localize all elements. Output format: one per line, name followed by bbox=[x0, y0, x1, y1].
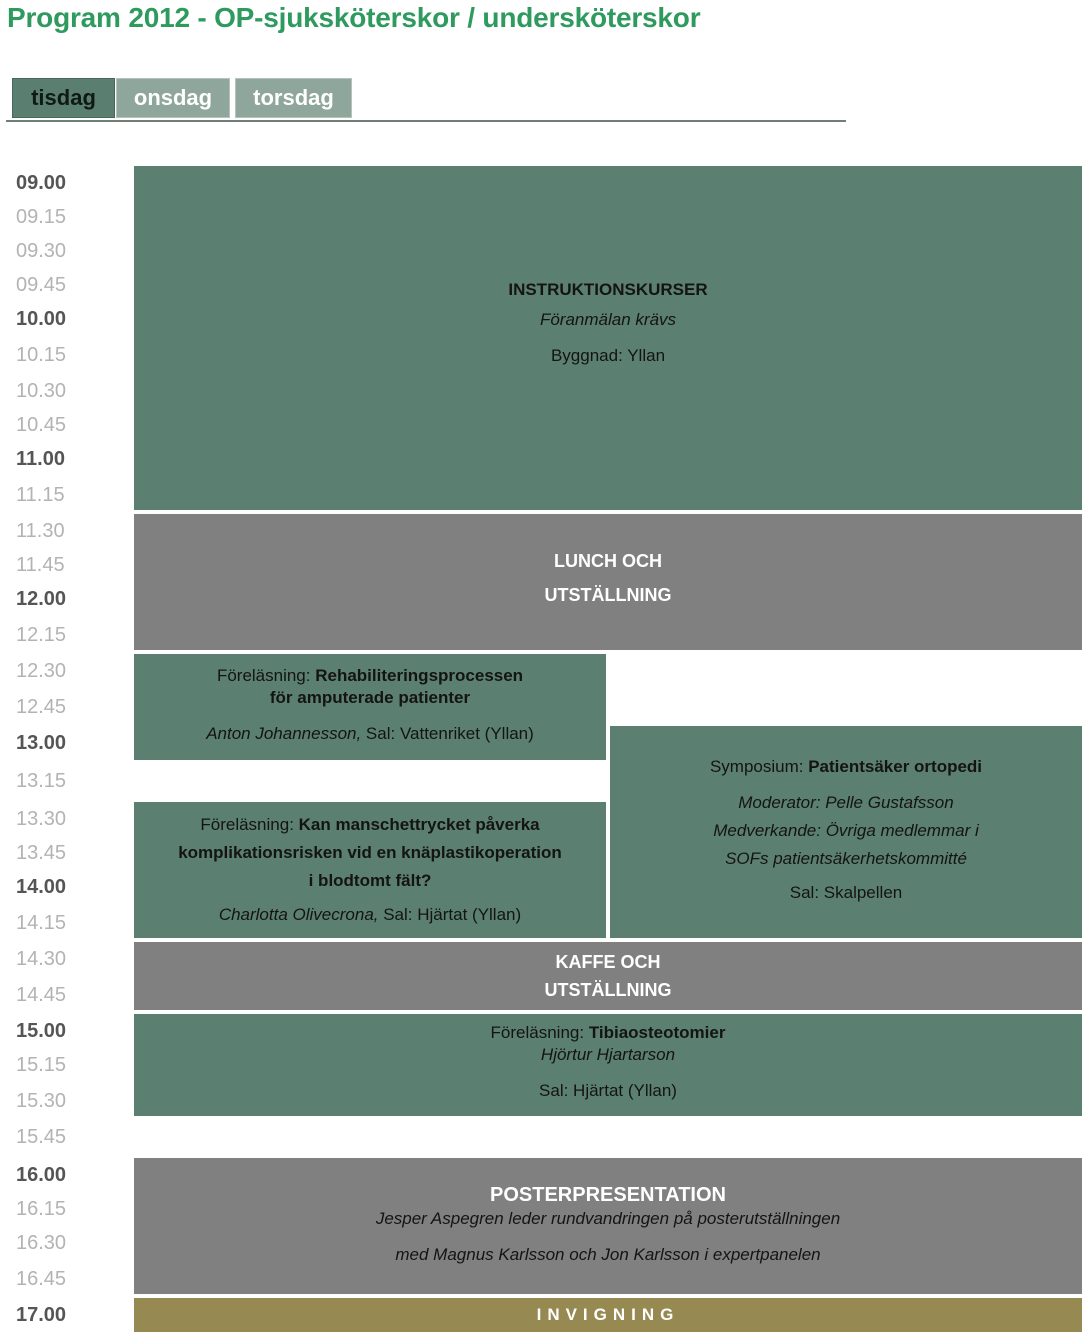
event-title-line bbox=[710, 756, 982, 778]
event-rehabilitering[interactable] bbox=[134, 654, 606, 760]
event-title: INSTRUKTIONSKURSER bbox=[508, 280, 708, 299]
event-moderator: Moderator: Pelle Gustafsson bbox=[738, 793, 954, 812]
time-label: 14.45 bbox=[16, 984, 67, 1006]
time-label: 11.30 bbox=[16, 520, 65, 542]
event-type: Symposium: bbox=[709, 757, 809, 776]
page-title: Program 2012 - OP-sjuksköterskor / undersköterskor bbox=[7, 2, 701, 33]
time-label: 10.30 bbox=[16, 380, 67, 402]
event-type: Föreläsning: bbox=[200, 815, 299, 834]
time-label: 16.30 bbox=[16, 1232, 67, 1254]
event-speaker: Anton Johannesson, bbox=[206, 724, 362, 743]
event-note: Föranmälan krävs bbox=[539, 310, 677, 329]
event-speaker-room bbox=[206, 723, 534, 745]
time-label: 15.30 bbox=[16, 1090, 67, 1112]
event-line2: med Magnus Karlsson och Jon Karlsson i expertpanelen bbox=[395, 1245, 821, 1264]
event-title-line3: i blodtomt fält? bbox=[308, 871, 432, 890]
time-label: 15.00 bbox=[16, 1020, 67, 1042]
time-label: 13.30 bbox=[16, 808, 67, 830]
time-label: 16.00 bbox=[16, 1164, 67, 1186]
event-lunch[interactable] bbox=[134, 514, 1082, 650]
time-label: 15.45 bbox=[16, 1126, 67, 1148]
time-label: 13.00 bbox=[16, 732, 67, 754]
event-symposium[interactable] bbox=[610, 726, 1082, 938]
event-title-line bbox=[491, 1022, 726, 1044]
time-label: 15.15 bbox=[16, 1054, 67, 1076]
tab-onsdag[interactable]: onsdag bbox=[116, 78, 230, 118]
event-speaker: Hjörtur Hjartarson bbox=[540, 1045, 676, 1064]
time-label: 09.00 bbox=[16, 172, 67, 194]
time-label: 10.45 bbox=[16, 414, 67, 436]
event-room: Sal: Vattenriket (Yllan) bbox=[361, 724, 534, 743]
event-title-line1: KAFFE OCH bbox=[555, 952, 661, 972]
event-title-line1: LUNCH OCH bbox=[554, 551, 662, 571]
time-label: 13.15 bbox=[16, 770, 67, 792]
time-label: 14.00 bbox=[16, 876, 67, 898]
event-title-line2: komplikationsrisken vid en knäplastikoperation bbox=[178, 843, 562, 862]
event-title-line1 bbox=[200, 814, 539, 836]
event-invigning[interactable] bbox=[134, 1298, 1082, 1332]
time-label: 11.45 bbox=[16, 554, 65, 576]
event-title: Kan manschettrycket påverka bbox=[298, 815, 540, 834]
event-title-line2: UTSTÄLLNING bbox=[544, 980, 672, 1000]
event-title-line1 bbox=[217, 665, 523, 687]
event-room: Sal: Hjärtat (Yllan) bbox=[378, 905, 522, 924]
time-label: 13.45 bbox=[16, 842, 67, 864]
event-participants-line2: SOFs patientsäkerhetskommitté bbox=[725, 849, 967, 868]
time-label: 09.15 bbox=[16, 206, 67, 228]
event-participants-line1: Medverkande: Övriga medlemmar i bbox=[713, 821, 979, 840]
time-label: 09.30 bbox=[16, 240, 67, 262]
time-label: 16.15 bbox=[16, 1198, 67, 1220]
event-type: Föreläsning: bbox=[490, 1023, 589, 1042]
time-label: 10.15 bbox=[16, 344, 67, 366]
time-label: 11.15 bbox=[16, 484, 65, 506]
event-title: Patientsäker ortopedi bbox=[808, 757, 983, 776]
time-label: 12.30 bbox=[16, 660, 67, 682]
event-title: Tibiaosteotomier bbox=[588, 1023, 726, 1042]
time-label: 12.45 bbox=[16, 696, 67, 718]
event-type: Föreläsning: bbox=[216, 666, 316, 685]
day-tabs bbox=[6, 78, 846, 122]
event-tibiaosteotomier[interactable] bbox=[134, 1014, 1082, 1116]
event-title: POSTERPRESENTATION bbox=[490, 1184, 726, 1206]
time-label: 16.45 bbox=[16, 1268, 67, 1290]
event-building: Byggnad: Yllan bbox=[550, 346, 666, 365]
event-title-line2: för amputerade patienter bbox=[269, 688, 471, 707]
event-title: INVIGNING bbox=[536, 1305, 680, 1324]
time-label: 14.15 bbox=[16, 912, 67, 934]
event-room: Sal: Skalpellen bbox=[789, 883, 903, 902]
event-speaker-room bbox=[219, 904, 521, 926]
time-label: 12.00 bbox=[16, 588, 67, 610]
time-label: 17.00 bbox=[16, 1304, 67, 1326]
event-manschettryck[interactable] bbox=[134, 802, 606, 938]
event-speaker: Charlotta Olivecrona, bbox=[218, 905, 379, 924]
event-kaffe[interactable] bbox=[134, 942, 1082, 1010]
tab-tisdag[interactable]: tisdag bbox=[12, 78, 115, 118]
event-title: Rehabiliteringsprocessen bbox=[315, 666, 524, 685]
event-title-line2: UTSTÄLLNING bbox=[544, 585, 672, 605]
event-posterpresentation[interactable] bbox=[134, 1158, 1082, 1294]
event-line1: Jesper Aspegren leder rundvandringen på posterutställningen bbox=[375, 1209, 841, 1228]
time-label: 12.15 bbox=[16, 624, 67, 646]
time-label: 14.30 bbox=[16, 948, 67, 970]
event-instruktionskurser[interactable] bbox=[134, 166, 1082, 510]
event-room: Sal: Hjärtat (Yllan) bbox=[539, 1081, 677, 1100]
time-label: 11.00 bbox=[16, 448, 65, 470]
time-label: 09.45 bbox=[16, 274, 67, 296]
tab-torsdag[interactable]: torsdag bbox=[235, 78, 352, 118]
time-label: 10.00 bbox=[16, 308, 67, 330]
